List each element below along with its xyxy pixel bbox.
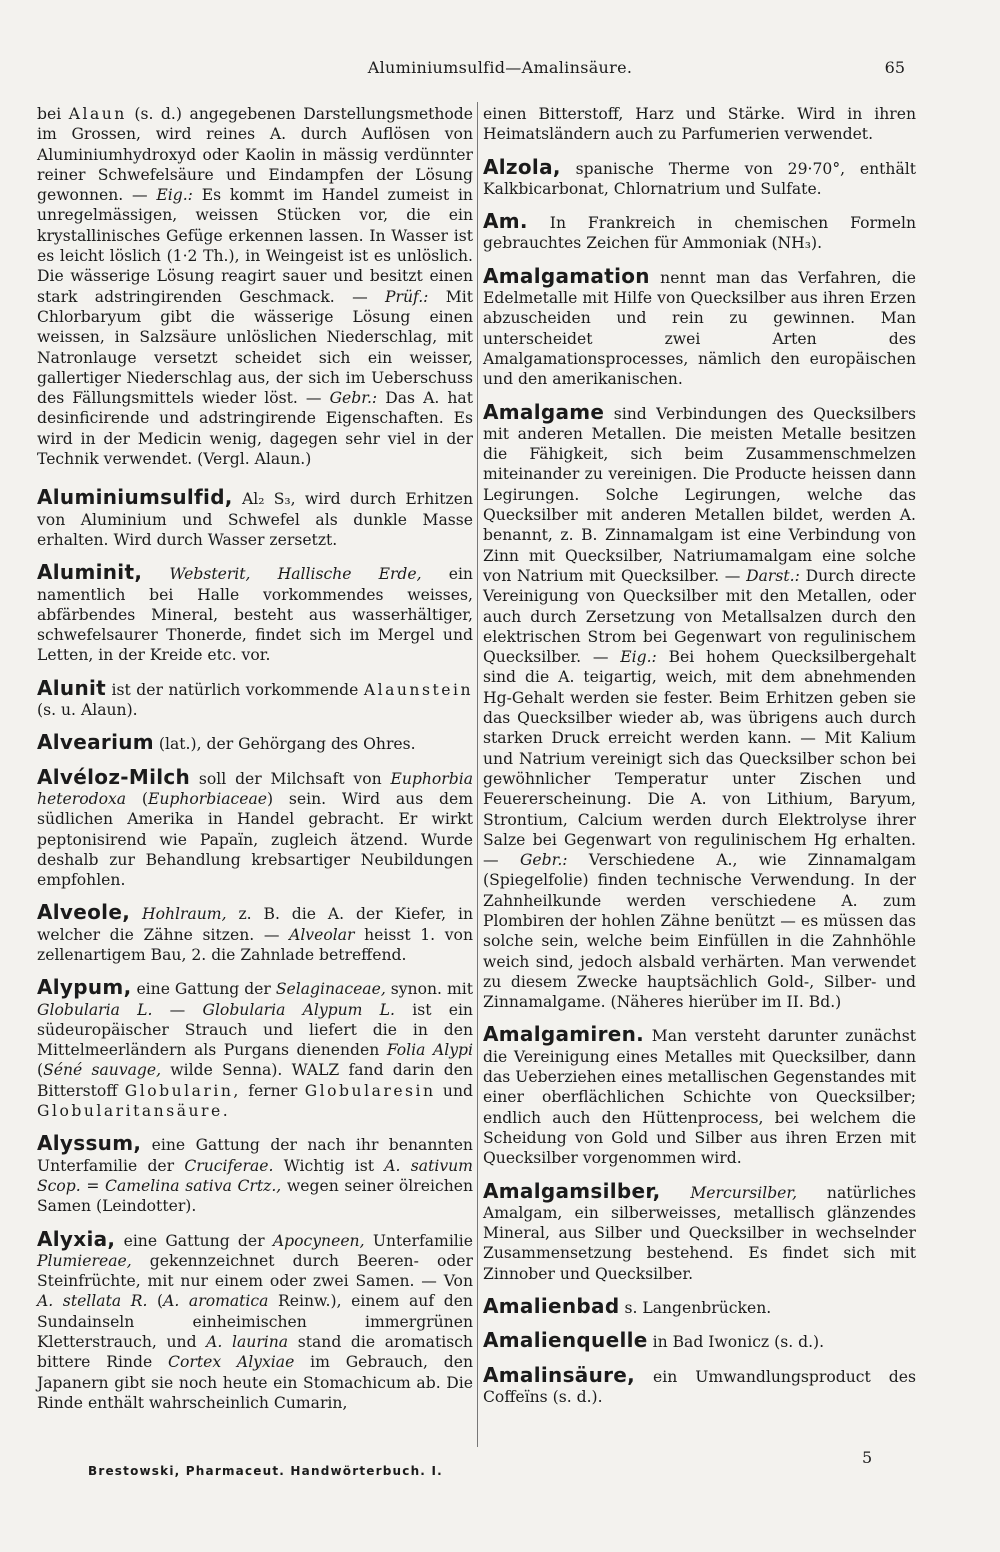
entry-amalienquelle: Amalienquelle in Bad Iwonicz (s. d.).: [483, 1328, 825, 1353]
entry-alypum: Alypum, eine Gattung der Selaginaceae, synon. mit Globularia L. — Globularia Alypum L. ist ein südeuropäischer Strauch und liefert die in den Mittelmeerländern als Purgans dienenden Folia Alypi (Séné sauvage, wilde Senna). WALZ fand darin den Bitterstoff Globularin, ferner Globularesin und Globularitansäure.: [37, 975, 473, 1121]
headword: Amalinsäure,: [483, 1362, 636, 1387]
headword: Alyssum,: [37, 1131, 142, 1156]
left-column: [37, 104, 473, 1413]
headword: Amalgamation: [483, 263, 650, 288]
headword: Amalgamsilber,: [483, 1178, 661, 1203]
entry-amalinsaeure: Amalinsäure, ein Umwandlungsproduct des Coffeïns (s. d.).: [483, 1362, 916, 1406]
running-title: Aluminiumsulfid—Amalinsäure.: [367, 58, 633, 77]
footer-signature: Brestowski, Pharmaceut. Handwörterbuch. I.: [88, 1464, 443, 1478]
continued-entry-right: einen Bitterstoff, Harz und Stärke. Wird in ihren Heimatsländern auch zu Parfumerien verwendet.: [483, 105, 916, 144]
entry-alunit: Alunit ist der natürlich vorkommende Alaunstein (s. u. Alaun).: [37, 675, 473, 720]
entry-alyssum: Alyssum, eine Gattung der nach ihr benannten Unterfamilie der Cruciferae. Wichtig ist A. sativum Scop. = Camelina sativa Crtz., wegen seiner ölreichen Samen (Leindotter).: [37, 1131, 474, 1216]
entry-aluminiumsulfid: Aluminiumsulfid, Al₂ S₃, wird durch Erhitzen von Aluminium und Schwefel als dunkle Masse erhalten. Wird durch Wasser zersetzt.: [37, 485, 473, 549]
entry-alveole: Alveole, Hohlraum, z. B. die A. der Kiefer, in welcher die Zähne sitzen. — Alveolar heisst 1. von zellenartigem Bau, 2. die Zahnlade betreffend.: [37, 900, 473, 964]
headword: Alypum,: [37, 975, 132, 1000]
headword: Am.: [483, 209, 528, 234]
entry-aluminit: Aluminit, Websterit, Hallische Erde, ein namentlich bei Halle vorkommendes weisses, abfärbendes Mineral, besteht aus wasserhältiger, schwefelsaurer Thonerde, findet sich im Mergel und Letten, in der Kreide etc. vor.: [37, 560, 473, 665]
right-column: [483, 104, 916, 1407]
entry-alveloz-milch: Alvéloz-Milch soll der Milchsaft von Euphorbia heterodoxa (Euphorbiaceae) sein. Wird aus dem südlichen Amerika in Handel gebracht. Er wirkt peptonisirend wie Papaïn, zugleich ätzend. Wurde deshalb zur Behandlung krebsartiger Neubildungen empfohlen.: [37, 764, 473, 890]
entry-alyxia: Alyxia, eine Gattung der Apocyneen, Unterfamilie Plumiereae, gekennzeichnet durch Beeren- oder Steinfrüchte, mit nur einem oder zwei Samen. — Von A. stellata R. (A. aromatica Reinw.), einem auf den Sundainseln einheimischen immergrünen Kletterstrauch, und A. laurina stand die aromatisch bittere Rinde Cortex Alyxiae im Gebrauch, den Japanern gibt sie noch heute ein Stomachicum ab. Die Rinde enthält wahrscheinlich Cumarin,: [37, 1226, 474, 1412]
column-divider: [477, 102, 478, 1447]
headword: Aluminit,: [37, 560, 143, 585]
entry-alvearium: Alvearium (lat.), der Gehörgang des Ohres.: [37, 730, 416, 755]
headword: Amalgamiren.: [483, 1022, 645, 1047]
headword: Alveole,: [37, 900, 131, 925]
entry-amalgame: Amalgame sind Verbindungen des Quecksilbers mit anderen Metallen. Die meisten Metalle besitzen die Fähigkeit, sich beim Zusammenschmelzen miteinander zu vereinigen. Die Producte heissen dann Legirungen. Solche Legirungen, welche das Quecksilber mit anderen Metallen bildet, werden A. benannt, z. B. Zinnamalgam ist eine Verbindung von Zinn mit Quecksilber, Natriumamalgam eine solche von Natrium mit Quecksilber. — Darst.: Durch directe Vereinigung von Quecksilber mit den Metallen, oder auch durch Zersetzung von Metallsalzen durch den elektrischen Strom bei Gegenwart von regulinischem Quecksilber. — Eig.: Bei hohem Quecksilbergehalt sind die A. teigartig, weich, mit dem abnehmenden Hg-Gehalt werden sie fester. Beim Erhitzen geben sie das Quecksilber wieder ab, was übrigens auch durch starken Druck erreicht werden kann. — Mit Kalium und Natrium vereinigt sich das Quecksilber schon bei gewöhnlicher Temperatur unter Zischen und Feuererscheinung. Die A. von Lithium, Baryum, Strontium, Calcium werden durch Elektrolyse ihrer Salze bei Gegenwart von regulinischem Hg erhalten. — Gebr.: Verschiedene A., wie Zinnamalgam (Spiegelfolie) finden technische Verwendung. In der Zahnheilkunde werden verschiedene A. zum Plombiren der hohlen Zähne benützt — es müssen das solche sein, welche beim Einfüllen in die Zahnhöhle weich sind, jedoch alsbald verhärten. Man verwendet zu diesem Zwecke hauptsächlich Gold-, Silber- und Zinnamalgame. (Näheres hierüber im II. Bd.): [483, 399, 916, 1012]
entry-alzola: Alzola, spanische Therme von 29·70°, enthält Kalkbicarbonat, Chlornatrium und Sulfate.: [483, 154, 916, 198]
entry-amalgamiren: Amalgamiren. Man versteht darunter zunächst die Vereinigung eines Metalles mit Quecksilber, dann das Ueberziehen eines metallischen Gegenstandes mit einer oberflächlichen Schichte von Quecksilber; endlich auch den Hüttenprocess, bei welchem die Scheidung von Gold und Silber aus ihren Erzen mit Quecksilber vorgenommen wird.: [483, 1022, 916, 1168]
page-number: 65: [884, 58, 905, 77]
running-header: [0, 58, 1000, 84]
entry-am: Am. In Frankreich in chemischen Formeln gebrauchtes Zeichen für Ammoniak (NH₃).: [483, 209, 916, 253]
headword: Alvearium: [37, 730, 154, 755]
entry-amalienbad: Amalienbad s. Langenbrücken.: [483, 1294, 772, 1319]
headword: Alunit: [37, 675, 107, 700]
entry-amalgamation: Amalgamation nennt man das Verfahren, die Edelmetalle mit Hilfe von Quecksilber aus ihren Erzen abzuscheiden und rein zu gewinnen. Man unterscheidet zwei Arten des Amalgamationsprocesses, nämlich den europäischen und den amerikanischen.: [483, 263, 916, 389]
headword: Alvéloz-Milch: [37, 764, 191, 789]
continued-entry: bei Alaun (s. d.) angegebenen Darstellungsmethode im Grossen, wird reines A. durch Auflösen von Aluminiumhydroxyd oder Kaolin in mässig verdünnter reiner Schwefelsäure und Eindampfen der Lösung gewonnen. — Eig.: Es kommt im Handel zumeist in unregelmässigen, weissen Stücken vor, die ein krystallinisches Gefüge erkennen lassen. In Wasser ist es leicht löslich (1·2 Th.), in Weingeist ist es unlöslich. Die wässerige Lösung reagirt sauer und besitzt einen stark adstringirenden Geschmack. — Prüf.: Mit Chlorbaryum gibt die wässerige Lösung einen weissen, in Salzsäure unlöslichen Niederschlag, mit Natronlauge versetzt scheidet sich ein weisser, gallertiger Niederschlag aus, der sich im Ueberschuss des Fällungsmittels wieder löst. — Gebr.: Das A. hat desinficirende und adstringirende Eigenschaften. Es wird in der Medicin wenig, dagegen sehr viel in der Technik verwendet. (Vergl. Alaun.): [37, 105, 473, 469]
footer-sheet-number: 5: [862, 1448, 873, 1467]
headword: Amalienbad: [483, 1294, 620, 1319]
headword: Amalgame: [483, 399, 605, 424]
headword: Aluminiumsulfid,: [37, 485, 233, 510]
headword: Alyxia,: [37, 1226, 116, 1251]
headword: Alzola,: [483, 154, 561, 179]
entry-amalgamsilber: Amalgamsilber, Mercursilber, natürliches Amalgam, ein silberweisses, metallisch glänzendes Mineral, aus Silber und Quecksilber in wechselnder Zusammensetzung bestehend. Es findet sich mit Zinnober und Quecksilber.: [483, 1178, 916, 1283]
headword: Amalienquelle: [483, 1328, 648, 1353]
